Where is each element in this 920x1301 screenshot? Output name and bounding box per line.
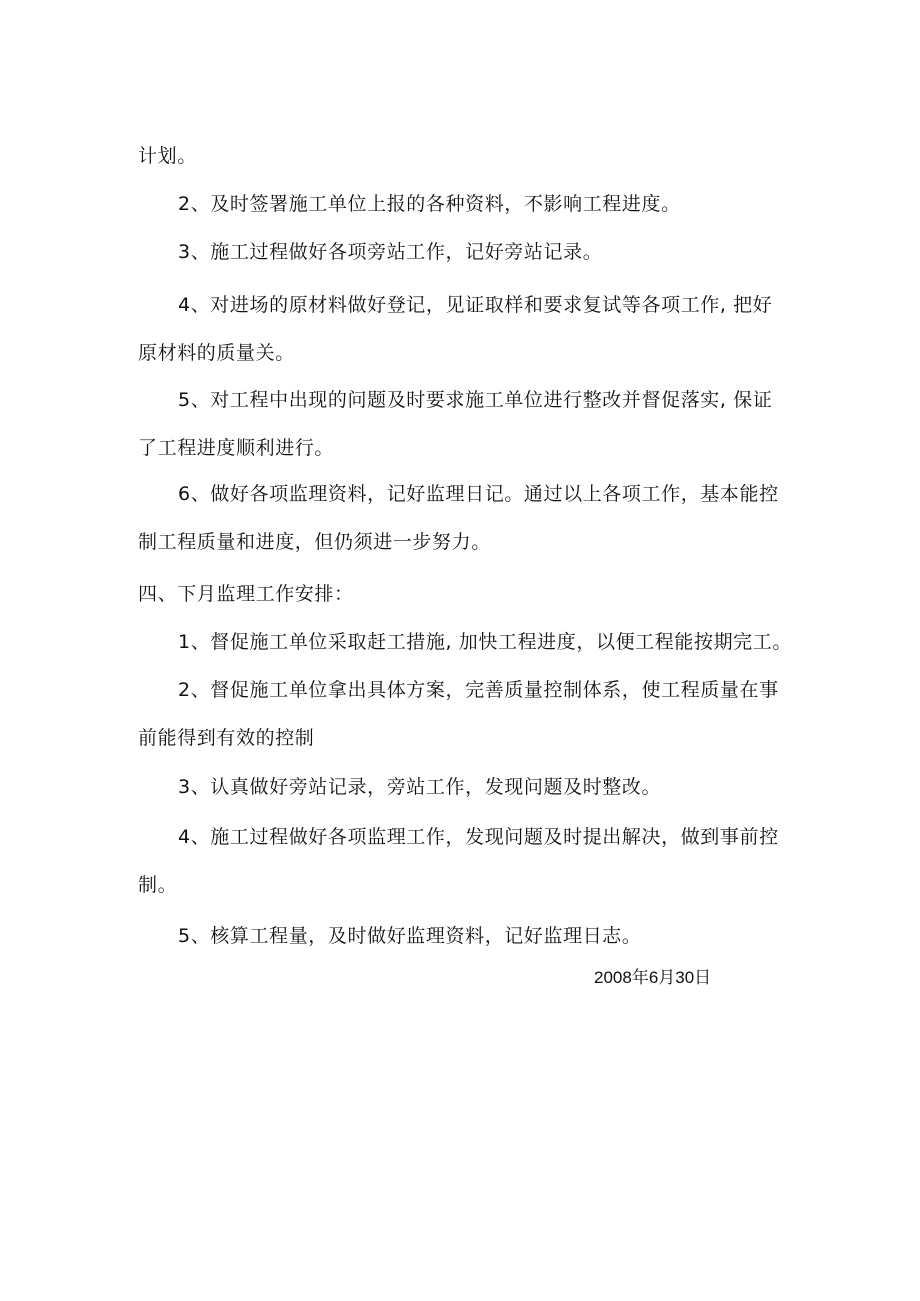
text-line: 制工程质量和进度，但仍须进一步努力。 bbox=[138, 531, 491, 553]
plan-item-5 bbox=[138, 912, 786, 960]
plan-item-1 bbox=[138, 618, 792, 666]
paragraph-item-4 bbox=[138, 281, 786, 377]
text-line: 了工程进度顺利进行。 bbox=[138, 437, 335, 459]
paragraph-item-3 bbox=[138, 228, 786, 276]
text-line: 2、督促施工单位拿出具体方案，完善质量控制体系，使工程质量在事 bbox=[178, 679, 779, 701]
heading-text: 四、下月监理工作安排： bbox=[138, 583, 354, 605]
plan-item-2 bbox=[138, 666, 786, 762]
text-line: 5、核算工程量，及时做好监理资料，记好监理日志。 bbox=[178, 925, 642, 947]
text-line: 6、做好各项监理资料，记好监理日记。通过以上各项工作，基本能控 bbox=[178, 483, 779, 505]
paragraph-item-5 bbox=[138, 376, 786, 472]
text-line: 2、及时签署施工单位上报的各种资料，不影响工程进度。 bbox=[178, 193, 681, 215]
plan-item-3 bbox=[138, 763, 786, 811]
paragraph-item-6 bbox=[138, 470, 786, 566]
plan-item-4 bbox=[138, 813, 786, 909]
paragraph-plan-end bbox=[138, 132, 786, 180]
section-heading-next-month bbox=[138, 570, 786, 618]
text-line: 前能得到有效的控制 bbox=[138, 727, 315, 749]
text-line: 原材料的质量关。 bbox=[138, 342, 295, 364]
text-line: 3、认真做好旁站记录，旁站工作，发现问题及时整改。 bbox=[178, 776, 662, 798]
paragraph-item-2 bbox=[138, 180, 786, 228]
text-line: 3、施工过程做好各项旁站工作，记好旁站记录。 bbox=[178, 241, 603, 263]
text-line: 制。 bbox=[138, 874, 178, 896]
text-line: 5、对工程中出现的问题及时要求施工单位进行整改并督促落实, 保证 bbox=[178, 389, 773, 411]
document-date: 2008年6月30日 bbox=[594, 968, 712, 987]
text-line: 1、督促施工单位采取赶工措施, 加快工程进度，以便工程能按期完工。 bbox=[178, 631, 792, 653]
text-line: 计划。 bbox=[138, 145, 197, 167]
text-line: 4、施工过程做好各项监理工作，发现问题及时提出解决，做到事前控 bbox=[178, 826, 779, 848]
text-line: 4、对进场的原材料做好登记，见证取样和要求复试等各项工作, 把好 bbox=[178, 294, 773, 316]
